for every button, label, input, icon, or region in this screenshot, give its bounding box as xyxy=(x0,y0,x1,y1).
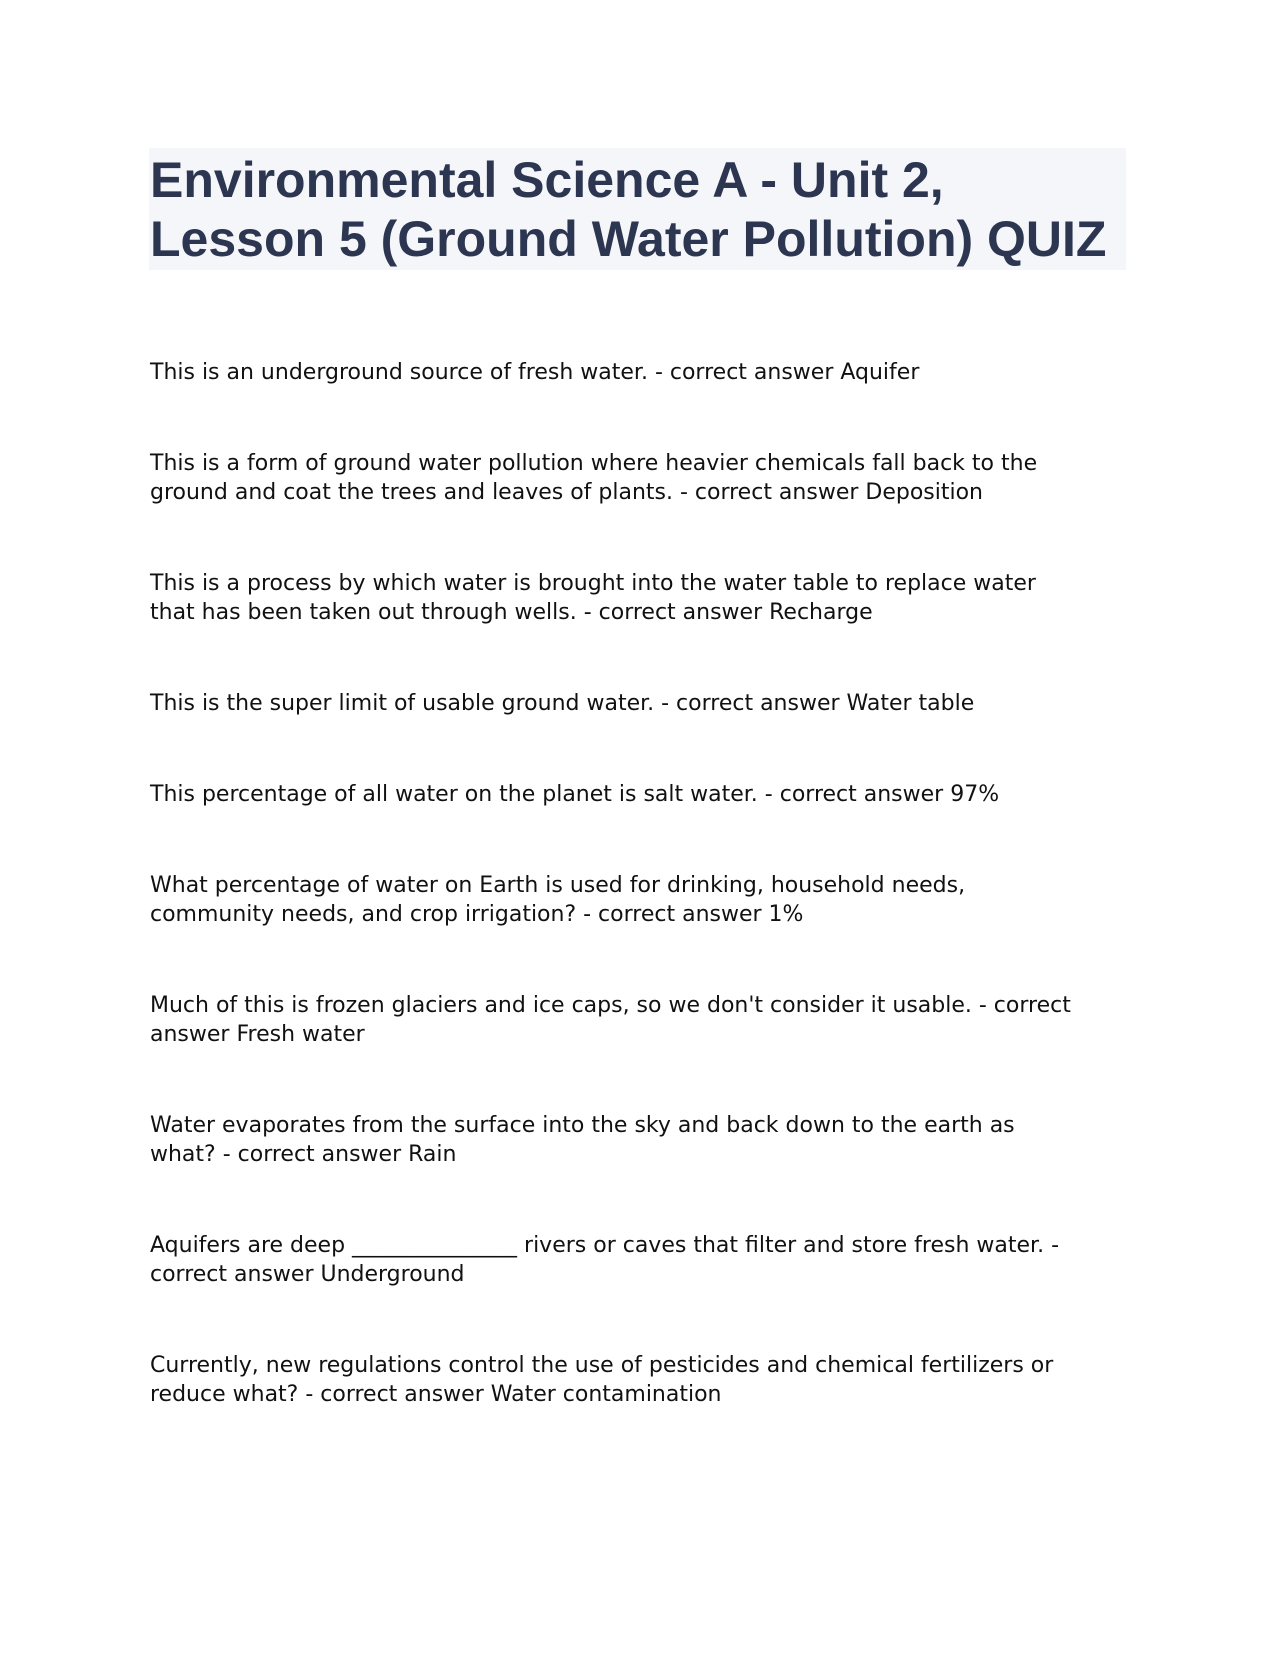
question-answer-2 xyxy=(150,449,1130,507)
qa-line: This is a process by which water is brought into the water table to replace water xyxy=(150,571,1036,596)
qa-line: Aquifers are deep _______________ rivers or caves that filter and store fresh water. - xyxy=(150,1233,1060,1258)
qa-line: what? - correct answer Rain xyxy=(150,1142,457,1167)
question-answer-8 xyxy=(150,1111,1130,1169)
question-answer-4 xyxy=(150,689,1130,718)
question-answer-9 xyxy=(150,1231,1130,1289)
page-title xyxy=(150,151,1126,269)
qa-line: Much of this is frozen glaciers and ice caps, so we don't consider it usable. - correct xyxy=(150,993,1071,1018)
question-answer-10 xyxy=(150,1351,1130,1409)
qa-line: community needs, and crop irrigation? - correct answer 1% xyxy=(150,902,804,927)
qa-line: that has been taken out through wells. - correct answer Recharge xyxy=(150,600,873,625)
qa-line: reduce what? - correct answer Water contamination xyxy=(150,1382,722,1407)
qa-line: answer Fresh water xyxy=(150,1022,365,1047)
title-line-2: Lesson 5 (Ground Water Pollution) QUIZ xyxy=(150,211,1107,267)
title-block xyxy=(149,148,1126,270)
qa-line: ground and coat the trees and leaves of plants. - correct answer Deposition xyxy=(150,480,984,505)
question-answer-6 xyxy=(150,871,1130,929)
question-answer-1 xyxy=(150,358,1130,387)
qa-line: Water evaporates from the surface into the sky and back down to the earth as xyxy=(150,1113,1015,1138)
title-line-1: Environmental Science A - Unit 2, xyxy=(150,152,944,208)
question-answer-5 xyxy=(150,780,1130,809)
qa-line: Currently, new regulations control the use of pesticides and chemical fertilizers or xyxy=(150,1353,1054,1378)
qa-line: This is an underground source of fresh water. - correct answer Aquifer xyxy=(150,360,920,385)
qa-line: This is the super limit of usable ground water. - correct answer Water table xyxy=(150,691,975,716)
qa-line: What percentage of water on Earth is used for drinking, household needs, xyxy=(150,873,966,898)
question-answer-7 xyxy=(150,991,1130,1049)
qa-line: This percentage of all water on the planet is salt water. - correct answer 97% xyxy=(150,782,1000,807)
qa-line: correct answer Underground xyxy=(150,1262,465,1287)
question-answer-3 xyxy=(150,569,1130,627)
qa-line: This is a form of ground water pollution where heavier chemicals fall back to the xyxy=(150,451,1038,476)
